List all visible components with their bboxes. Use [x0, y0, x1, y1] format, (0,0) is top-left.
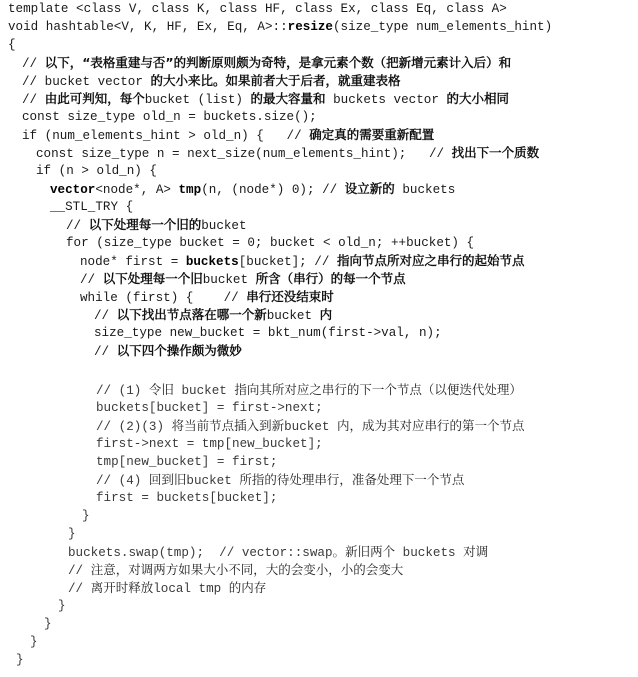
code-text: buckets[bucket] = first->next;: [96, 401, 323, 415]
code-keyword-bold: tmp: [178, 183, 202, 197]
code-comment-text: 对调: [463, 544, 489, 559]
code-line: [94, 324, 442, 342]
code-text: // (4): [96, 474, 149, 488]
code-keyword-bold: resize: [287, 20, 333, 34]
code-text: void hashtable<V, K, HF, Ex, Eq, A>::: [8, 20, 288, 34]
code-text: }: [44, 617, 52, 631]
code-comment-text: 将当前节点插入到新: [171, 418, 285, 433]
code-line: [66, 216, 247, 234]
code-comment-text: 内，成为其对应串行的第一个节点: [337, 418, 525, 433]
code-comment-text: 令旧: [148, 382, 174, 397]
code-comment-text: 找出下一个质数: [451, 145, 540, 160]
code-text: buckets: [395, 546, 464, 560]
code-text: __STL_TRY {: [50, 200, 134, 214]
code-comment-text: 指向节点所对应之串行的起始节点: [336, 253, 525, 268]
code-text: //: [94, 309, 117, 323]
code-text: bucket: [202, 273, 256, 287]
code-line: [22, 54, 511, 72]
code-text: for (size_type bucket = 0; bucket < old_n; ++bucket) {: [66, 236, 475, 250]
code-line: [16, 651, 24, 669]
code-text: {: [8, 38, 16, 52]
code-line: [44, 615, 52, 633]
code-comment-text: 以下四个操作颇为微妙: [116, 343, 242, 358]
code-comment-text: 由此可判知，每个: [44, 91, 145, 106]
code-text: while (first) { //: [80, 291, 247, 305]
code-text: (n, (node*) 0); //: [201, 183, 345, 197]
code-line: [68, 561, 403, 579]
code-text: }: [58, 599, 66, 613]
code-line: [96, 435, 323, 453]
code-line: [96, 381, 522, 399]
code-comment-text: 串行还没结束时: [246, 289, 334, 304]
code-comment-text: 所含（串行）的每一个节点: [255, 271, 406, 286]
code-line: [82, 507, 90, 525]
code-comment-text: 所指的待处理串行，准备处理下一个节点: [239, 472, 465, 487]
code-text: }: [16, 653, 24, 667]
code-text: first->next = tmp[new_bucket];: [96, 437, 323, 451]
code-line: [68, 543, 488, 561]
code-text: const size_type n = next_size(num_elements_hint); //: [36, 147, 452, 161]
code-text: first = buckets[bucket];: [96, 491, 278, 505]
code-line: [96, 399, 323, 417]
code-comment-text: 指向其所对应之串行的下一个节点（以便迭代处理）: [234, 382, 522, 397]
code-text: bucket: [284, 420, 337, 434]
code-text: buckets vector: [325, 93, 447, 107]
code-text: //: [66, 219, 89, 233]
code-line: [80, 270, 406, 288]
code-line: [80, 288, 334, 306]
code-line: [66, 234, 474, 252]
code-comment-text: 设立新的: [344, 181, 395, 196]
code-text: }: [30, 635, 38, 649]
code-line: [36, 162, 157, 180]
code-text: (size_type num_elements_hint): [333, 20, 553, 34]
code-line: [36, 144, 539, 162]
code-line: [22, 72, 401, 90]
code-comment-text: 新旧两个: [345, 544, 396, 559]
code-text: // bucket vector: [22, 75, 151, 89]
code-line: [50, 180, 455, 198]
code-text: const size_type old_n = buckets.size();: [22, 110, 317, 124]
code-text: buckets: [394, 183, 456, 197]
code-line: [22, 126, 434, 144]
code-line: [68, 579, 266, 597]
code-text: //: [68, 564, 91, 578]
code-text: [bucket]; //: [238, 255, 337, 269]
code-text: //: [22, 93, 45, 107]
code-comment-text: 的内存: [228, 580, 267, 595]
code-line: [58, 597, 66, 615]
code-line: [22, 108, 317, 126]
code-text: //: [80, 273, 103, 287]
code-comment-text: 的大小相同: [446, 91, 509, 106]
code-text: }: [68, 527, 76, 541]
code-text: bucket: [186, 474, 240, 488]
code-text: bucket (list): [144, 93, 251, 107]
code-line: [68, 525, 76, 543]
code-text: // (1): [96, 384, 149, 398]
code-line: [8, 0, 507, 18]
code-text: tmp[new_bucket] = first;: [96, 455, 278, 469]
code-line: [94, 342, 242, 360]
code-line: [96, 471, 464, 489]
code-comment-text: 以下，“表格重建与否”的判断原则颇为奇特，是拿元素个数（把新增元素计入后）和: [44, 55, 512, 70]
code-text: //: [94, 345, 117, 359]
code-comment-text: 以下处理每一个旧: [102, 271, 203, 286]
code-line: [22, 90, 509, 108]
code-comment-text: 的大小来比。如果前者大于后者，就重建表格: [150, 73, 401, 88]
code-keyword-bold: vector: [50, 183, 96, 197]
code-text: if (num_elements_hint > old_n) { //: [22, 129, 310, 143]
code-text: //: [68, 582, 91, 596]
code-comment-text: 确定真的需要重新配置: [309, 127, 435, 142]
code-comment-text: 离开时释放: [90, 580, 154, 595]
code-text: node* first =: [80, 255, 186, 269]
code-line: [96, 417, 525, 435]
code-text: // (2)(3): [96, 420, 172, 434]
code-text: size_type new_bucket = bkt_num(first->val, n);: [94, 326, 442, 340]
code-comment-text: 的最大容量和: [250, 91, 326, 106]
code-text: bucket: [201, 219, 247, 233]
code-text: buckets.swap(tmp); // vector::swap。: [68, 546, 346, 560]
code-comment-text: 以下找出节点落在哪一个新: [116, 307, 267, 322]
code-line: [8, 36, 16, 54]
code-line: [80, 252, 524, 270]
code-text: local tmp: [153, 582, 229, 596]
code-text: //: [22, 57, 45, 71]
code-line: [96, 489, 277, 507]
code-line: [96, 453, 277, 471]
code-line: [8, 18, 552, 36]
code-text: bucket: [266, 309, 320, 323]
code-line: [94, 306, 332, 324]
code-keyword-bold: buckets: [185, 255, 239, 269]
code-line: [50, 198, 133, 216]
code-text: }: [82, 509, 90, 523]
code-text: if (n > old_n) {: [36, 164, 157, 178]
code-comment-text: 注意，对调两方如果大小不同，大的会变小，小的会变大: [90, 562, 404, 577]
code-text: <node*, A>: [95, 183, 179, 197]
code-comment-text: 内: [319, 307, 333, 322]
code-text: bucket: [173, 384, 235, 398]
code-comment-text: 以下处理每一个旧的: [88, 217, 202, 232]
code-comment-text: 回到旧: [148, 472, 187, 487]
code-line: [30, 633, 38, 651]
code-text: template <class V, class K, class HF, class Ex, class Eq, class A>: [8, 2, 507, 16]
